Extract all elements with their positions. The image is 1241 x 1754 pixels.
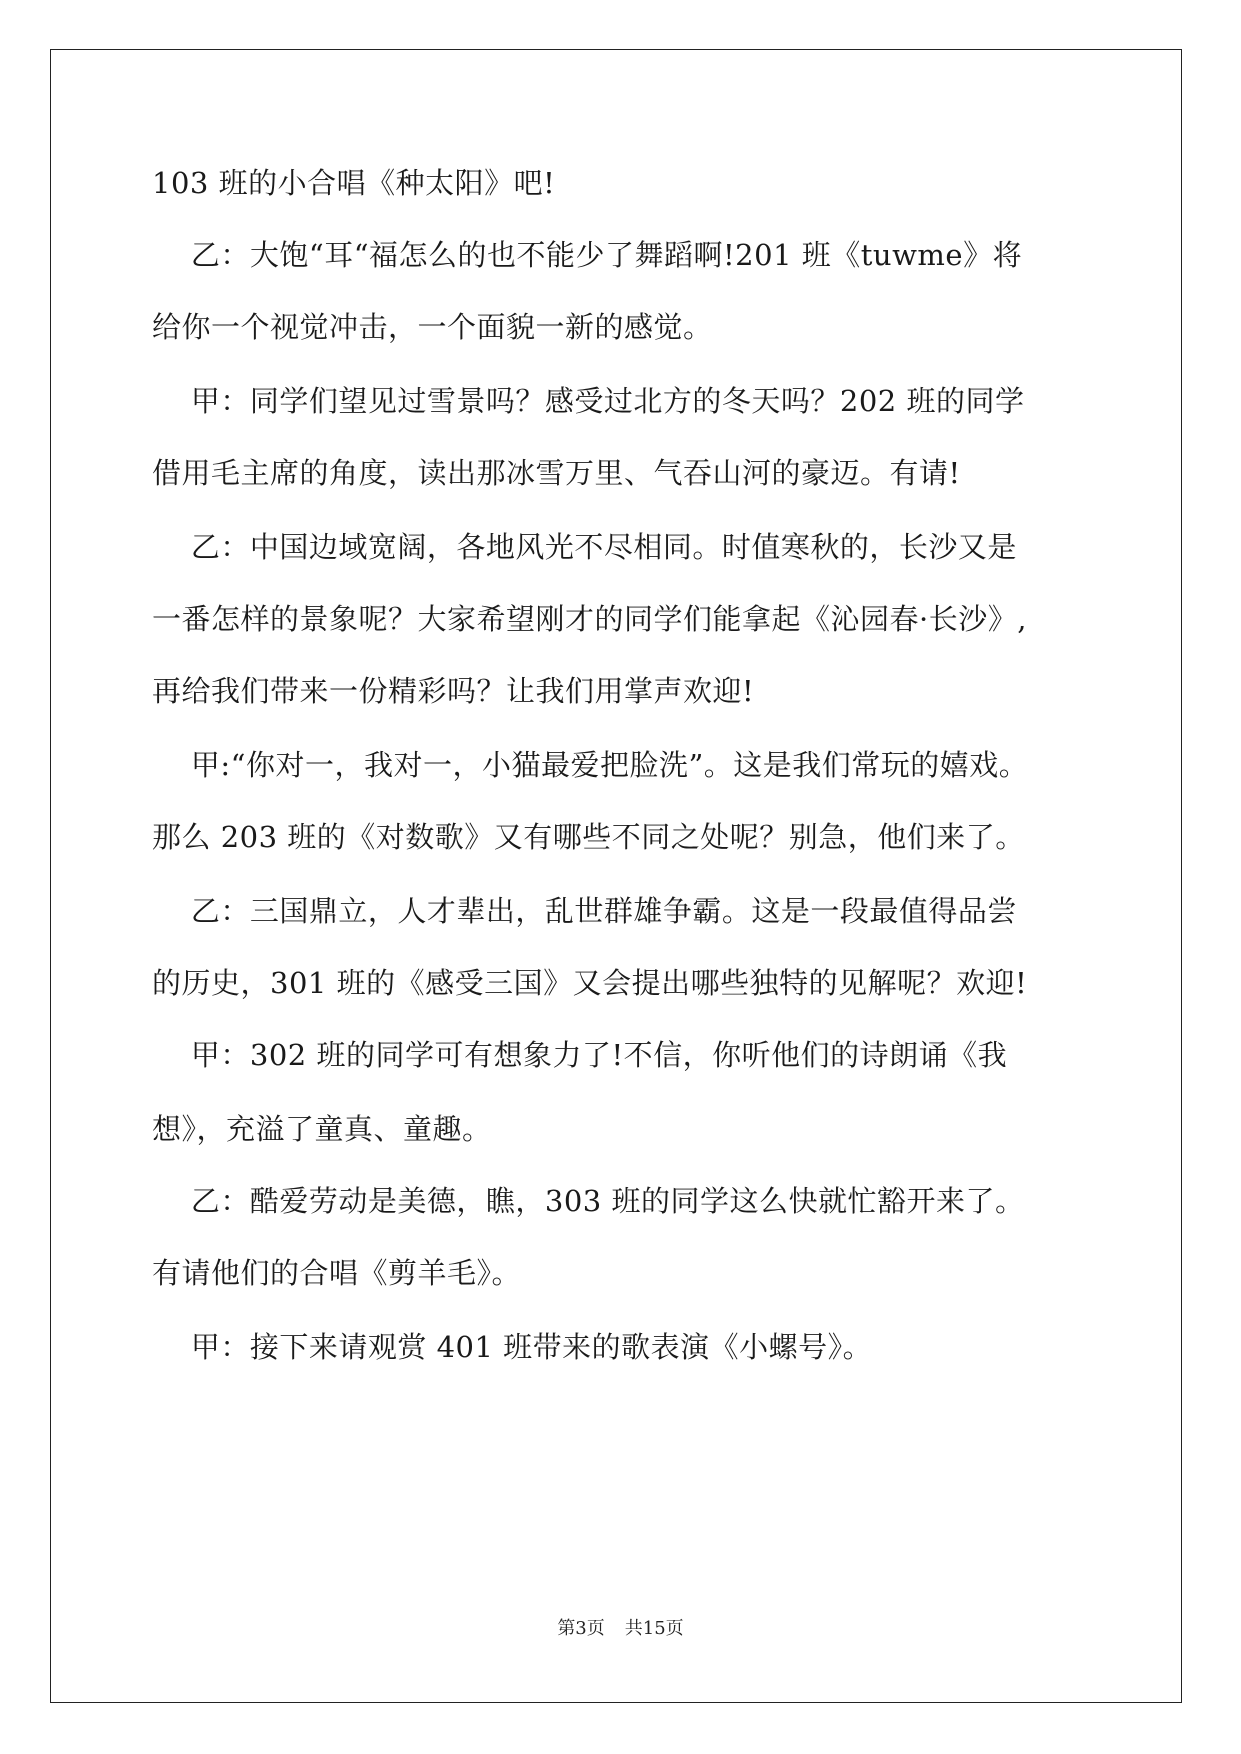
text-line: 乙：大饱“耳“福怎么的也不能少了舞蹈啊!201 班《tuwme》将 bbox=[152, 238, 1023, 272]
text-line: 一番怎样的景象呢？大家希望刚才的同学们能拿起《沁园春·长沙》, bbox=[152, 602, 1027, 636]
page-border bbox=[50, 49, 1182, 1703]
page-number-current: 第3页 bbox=[557, 1618, 605, 1639]
text-line: 甲：同学们望见过雪景吗？感受过北方的冬天吗？202 班的同学 bbox=[152, 384, 1025, 418]
text-line: 甲:“你对一，我对一，小猫最爱把脸洗”。这是我们常玩的嬉戏。 bbox=[152, 748, 1029, 782]
text-line: 乙：三国鼎立，人才辈出，乱世群雄争霸。这是一段最值得品尝 bbox=[152, 894, 1017, 928]
text-line: 那么 203 班的《对数歌》又有哪些不同之处呢？别急，他们来了。 bbox=[152, 820, 1025, 854]
text-line: 给你一个视觉冲击，一个面貌一新的感觉。 bbox=[152, 310, 713, 344]
text-line: 想》，充溢了童真、童趣。 bbox=[152, 1112, 492, 1146]
text-line: 的历史，301 班的《感受三国》又会提出哪些独特的见解呢？欢迎! bbox=[152, 966, 1028, 1000]
text-line: 有请他们的合唱《剪羊毛》。 bbox=[152, 1256, 522, 1290]
text-line: 借用毛主席的角度，读出那冰雪万里、气吞山河的豪迈。有请! bbox=[152, 456, 961, 490]
text-line: 再给我们带来一份精彩吗？让我们用掌声欢迎! bbox=[152, 674, 755, 708]
text-line: 乙：中国边域宽阔，各地风光不尽相同。时值寒秋的，长沙又是 bbox=[152, 530, 1017, 564]
page-number-total: 共15页 bbox=[624, 1618, 684, 1639]
text-line: 乙：酷爱劳动是美德，瞧，303 班的同学这么快就忙豁开来了。 bbox=[152, 1184, 1025, 1218]
page-footer bbox=[0, 1614, 1241, 1640]
text-line: 103 班的小合唱《种太阳》吧! bbox=[152, 166, 556, 200]
text-line: 甲：302 班的同学可有想象力了!不信，你听他们的诗朗诵《我 bbox=[152, 1038, 1008, 1072]
text-line: 甲：接下来请观赏 401 班带来的歌表演《小螺号》。 bbox=[152, 1330, 873, 1364]
